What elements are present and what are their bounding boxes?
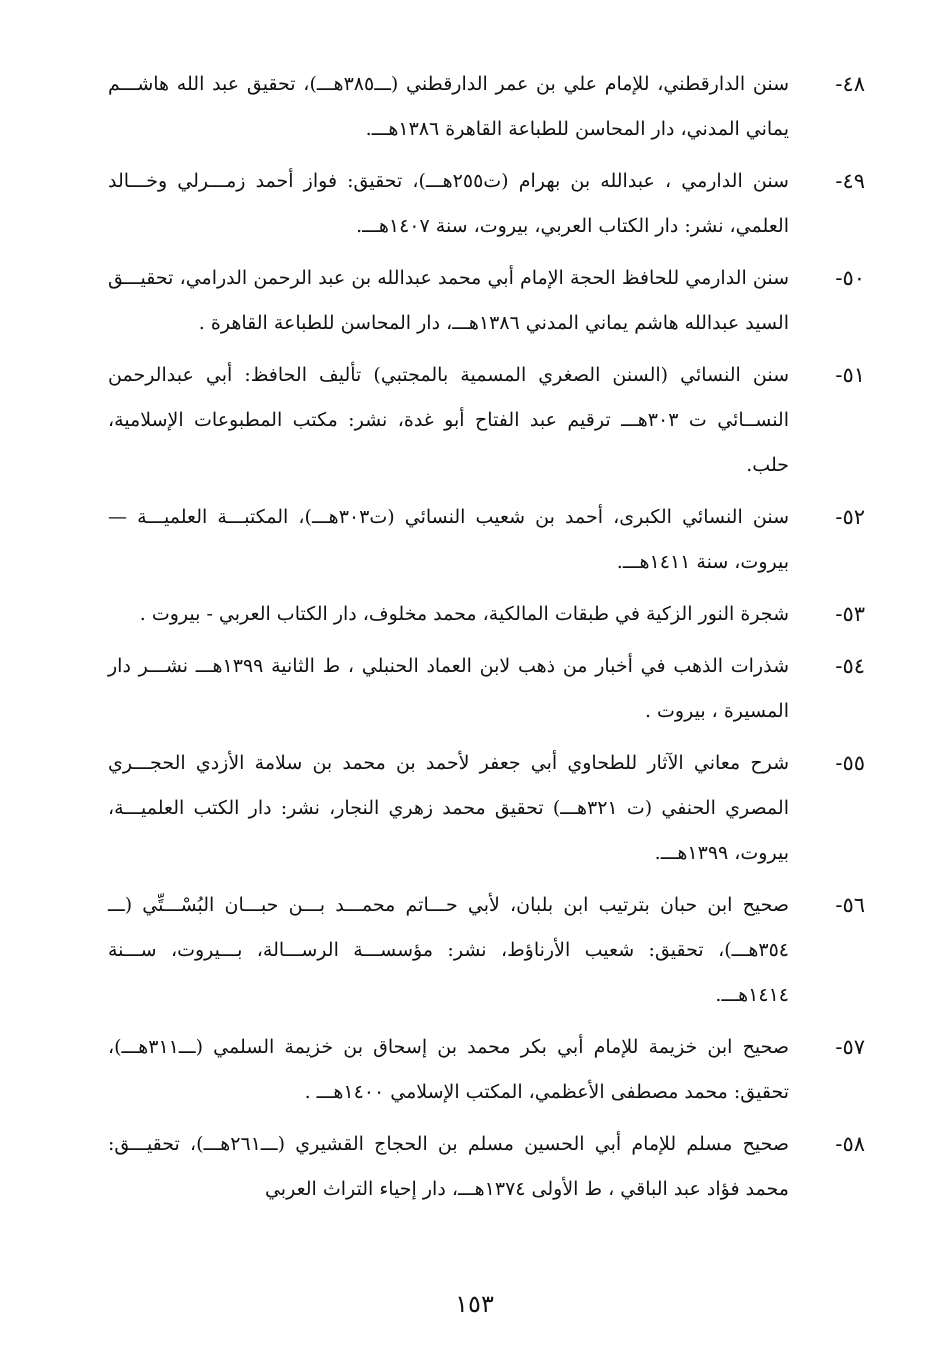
reference-list [108,62,865,1219]
reference-number: ٥١- [835,363,865,387]
reference-number: ٥٠- [835,266,865,290]
reference-entry [108,159,865,249]
reference-number: ٤٩- [835,169,865,193]
reference-entry [108,592,865,637]
reference-number: ٥٧- [835,1035,865,1059]
reference-text: صحيح ابن حبان بترتيب ابن بلبان، لأبي حـــاتم محمـــد بـــن حبـــان البُسْـــتِّي (ـــ ٣٥٤هـــ)، تحقيق: شعيب الأرناؤط، نشر: مؤسســـة الرســـالة، بـــيروت، ســـنة ١٤١٤هـــ. [108,894,789,1006]
reference-number: ٥٥- [835,751,865,775]
reference-entry [108,353,865,488]
reference-number: ٤٨- [835,72,865,96]
reference-entry [108,741,865,876]
reference-text: سنن النسائي (السنن الصغري المسمية بالمجتبي) تأليف الحافظ: أبي عبدالرحمن النســائي ت ٣٠٣هـــ ترقيم عبد الفتاح أبو غدة، نشر: مكتب المطبوعات الإسلامية، حلب. [108,364,789,476]
reference-text: سنن الدارمي للحافظ الحجة الإمام أبي محمد عبدالله بن عبد الرحمن الدرامي، تحقيـــق السيد عبدالله هاشم يماني المدني ١٣٨٦هـــ، دار المحاسن للطباعة القاهرة . [108,267,789,334]
reference-text: سنن الدارمي ، عبدالله بن بهرام (ت٢٥٥هـــ)، تحقيق: فواز أحمد زمـــرلي وخـــالد العلمي، نشر: دار الكتاب العربي، بيروت، سنة ١٤٠٧هـــ. [108,170,789,237]
reference-entry [108,256,865,346]
reference-text: صحيح ابن خزيمة للإمام أبي بكر محمد بن إسحاق بن خزيمة السلمي (ـــ٣١١هـــ)، تحقيق: محمد مصطفى الأعظمي، المكتب الإسلامي ١٤٠٠هـــ . [108,1036,789,1103]
reference-entry [108,62,865,152]
reference-entry [108,883,865,1018]
reference-entry [108,644,865,734]
reference-entry [108,495,865,585]
reference-text: شذرات الذهب في أخبار من ذهب لابن العماد الحنبلي ، ط الثانية ١٣٩٩هـــ نشـــر دار المسيرة ، بيروت . [108,655,790,722]
reference-text: سنن النسائي الكبرى، أحمد بن شعيب النسائي (ت٣٠٣هـــ)، المكتبـــة العلميـــة — بيروت، سنة ١٤١١هـــ. [108,506,789,573]
reference-number: ٥٣- [835,602,865,626]
reference-number: ٥٤- [835,654,865,678]
reference-number: ٥٢- [835,505,865,529]
page-number: ١٥٣ [455,1290,494,1318]
reference-text: سنن الدارقطني، للإمام علي بن عمر الدارقطني (ـــ٣٨٥هـــ)، تحقيق عبد الله هاشـــم يماني المدني، دار المحاسن للطباعة القاهرة ١٣٨٦هـــ. [108,73,789,140]
reference-text: شرح معاني الآثار للطحاوي أبي جعفر لأحمد بن محمد بن سلامة الأزدي الحجـــري المصري الحنفي (ت ٣٢١هـــ) تحقيق محمد زهري النجار، نشر: دار الكتب العلميـــة، بيروت، ١٣٩٩هـــ. [108,752,789,864]
reference-text: شجرة النور الزكية في طبقات المالكية، محمد مخلوف، دار الكتاب العربي - بيروت . [139,603,789,625]
reference-text: صحيح مسلم للإمام أبي الحسين مسلم بن الحجاج القشيري (ـــ٢٦١هـــ)، تحقيـــق: محمد فؤاد عبد الباقي ، ط الأولى ١٣٧٤هـــ، دار إحياء التراث العربي [108,1133,789,1200]
reference-entry [108,1122,865,1212]
reference-entry [108,1025,865,1115]
reference-number: ٥٦- [835,893,865,917]
reference-number: ٥٨- [835,1132,865,1156]
